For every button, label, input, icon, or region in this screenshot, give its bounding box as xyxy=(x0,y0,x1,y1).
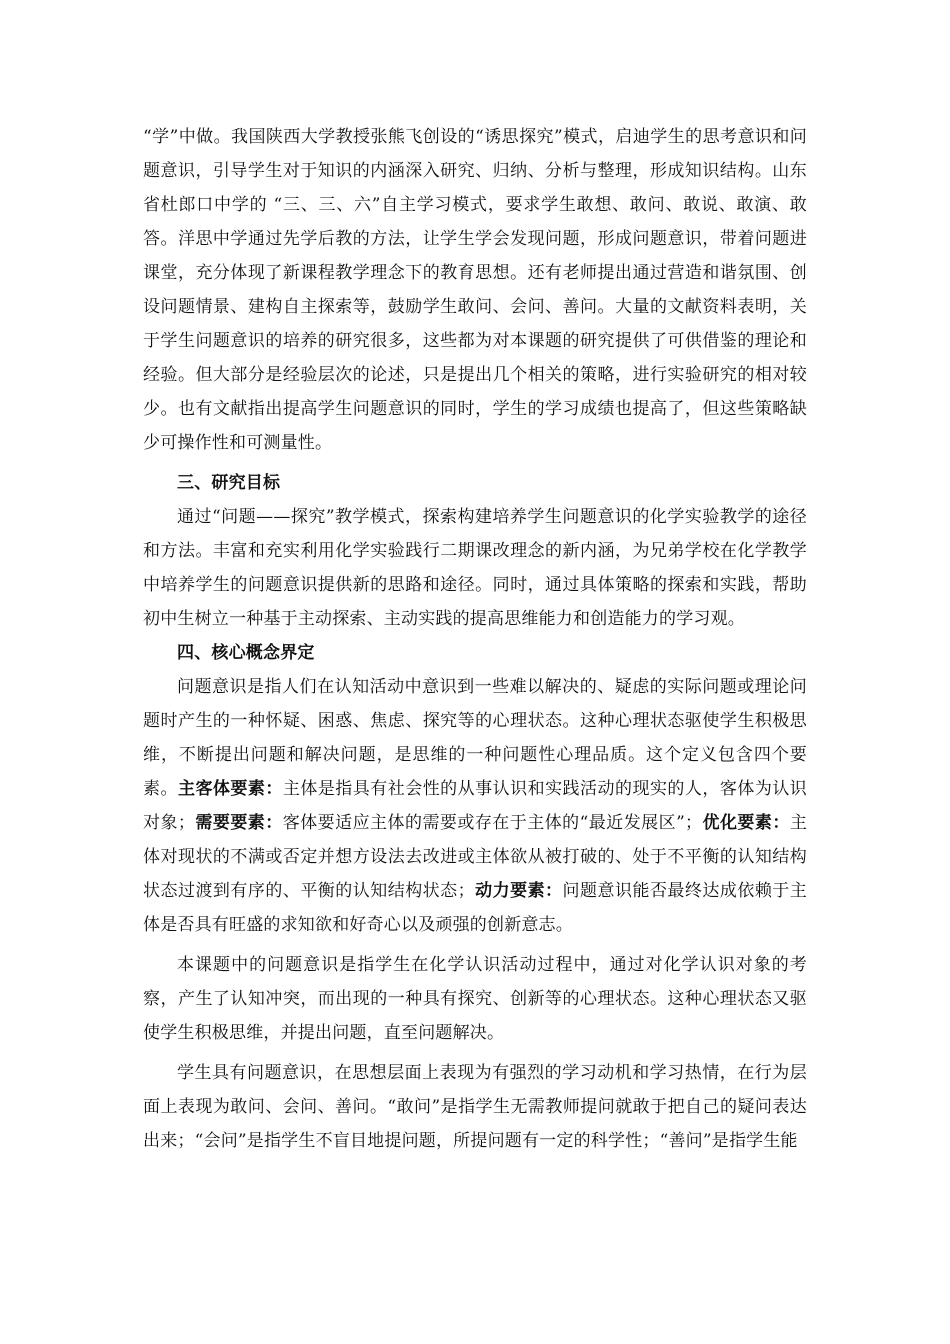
element-label-need: 需要要素： xyxy=(195,813,283,833)
definition-text: 问题意识是指人们在认知活动中意识到一些难以解决的、疑虑的实际问题或理论问题时产生的一种怀疑、困惑、焦虑、探究等的心理状态。这种心理状态驱使学生积极思维，不断提出问题和解决问题，是思维的一种问题性心理品质。这个定义包含四个要素。 xyxy=(143,677,807,799)
definition-text: 问题意识能否最终达成依赖于主体是否具有旺盛的求知欲和好奇心以及顽强的创新意志。 xyxy=(143,881,807,935)
paragraph-concept-definition xyxy=(143,670,807,942)
definition-text: 客体要适应主体的需要或存在于主体的“最近发展区”； xyxy=(282,813,703,833)
paragraph-topic-scope: 本课题中的问题意识是指学生在化学认识活动过程中，通过对化学认识对象的考察，产生了认知冲突，而出现的一种具有探究、创新等的心理状态。这种心理状态又驱使学生积极思维，并提出问题，直至问题解决。 xyxy=(143,955,807,1043)
element-label-motivation: 动力要素： xyxy=(474,881,563,901)
paragraph-research-goal: 通过“问题——探究”教学模式，探索构建培养学生问题意识的化学实验教学的途径和方法。丰富和充实利用化学实验践行二期课改理念的新内涵，为兄弟学校在化学教学中培养学生的问题意识提供新的思路和途径。同时，通过具体策略的探索和实践，帮助初中生树立一种基于主动探索、主动实践的提高思维能力和创造能力的学习观。 xyxy=(143,507,807,629)
document-body xyxy=(143,120,807,1158)
definition-text: 主体是指具有社会性的从事认识和实践活动的现实的人，客体为认识对象； xyxy=(143,779,808,833)
section-heading-core-concepts: 四、核心概念界定 xyxy=(177,643,315,663)
element-label-subject-object: 主客体要素： xyxy=(177,779,283,799)
paragraph-student-traits: 学生具有问题意识，在思想层面上表现为有强烈的学习动机和学习热情，在行为层面上表现为敢问、会问、善问。“敢问”是指学生无需教师提问就敢于把自己的疑问表达出来；“会问”是指学生不盲目地提问题，所提问题有一定的科学性；“善问”是指学生能 xyxy=(143,1063,807,1151)
section-heading-research-goal: 三、研究目标 xyxy=(177,473,281,493)
element-label-optimization: 优化要素： xyxy=(702,813,790,833)
definition-text: 主体对现状的不满或否定并想方设法去改进或主体欲从被打破的、处于不平衡的认知结构状态过渡到有序的、平衡的认知结构状态； xyxy=(143,813,808,901)
paragraph-literature-review: “学”中做。我国陕西大学教授张熊飞创设的“诱思探究”模式，启迪学生的思考意识和问题意识，引导学生对于知识的内涵深入研究、归纳、分析与整理，形成知识结构。山东省杜郎口中学的 “三、三、六”自主学习模式，要求学生敢想、敢问、敢说、敢演、敢答。洋思中学通过先学后教的方法，让学生学会发现问题，形成问题意识，带着问题进课堂，充分体现了新课程教学理念下的教育思想。还有老师提出通过营造和谐氛围、创设问题情景、建构自主探索等，鼓励学生敢问、会问、善问。大量的文献资料表明，关于学生问题意识的培养的研究很多，这些都为对本课题的研究提供了可供借鉴的理论和经验。但大部分是经验层次的论述，只是提出几个相关的策略，进行实验研究的相对较少。也有文献指出提高学生问题意识的同时，学生的学习成绩也提高了，但这些策略缺少可操作性和可测量性。 xyxy=(143,127,807,453)
